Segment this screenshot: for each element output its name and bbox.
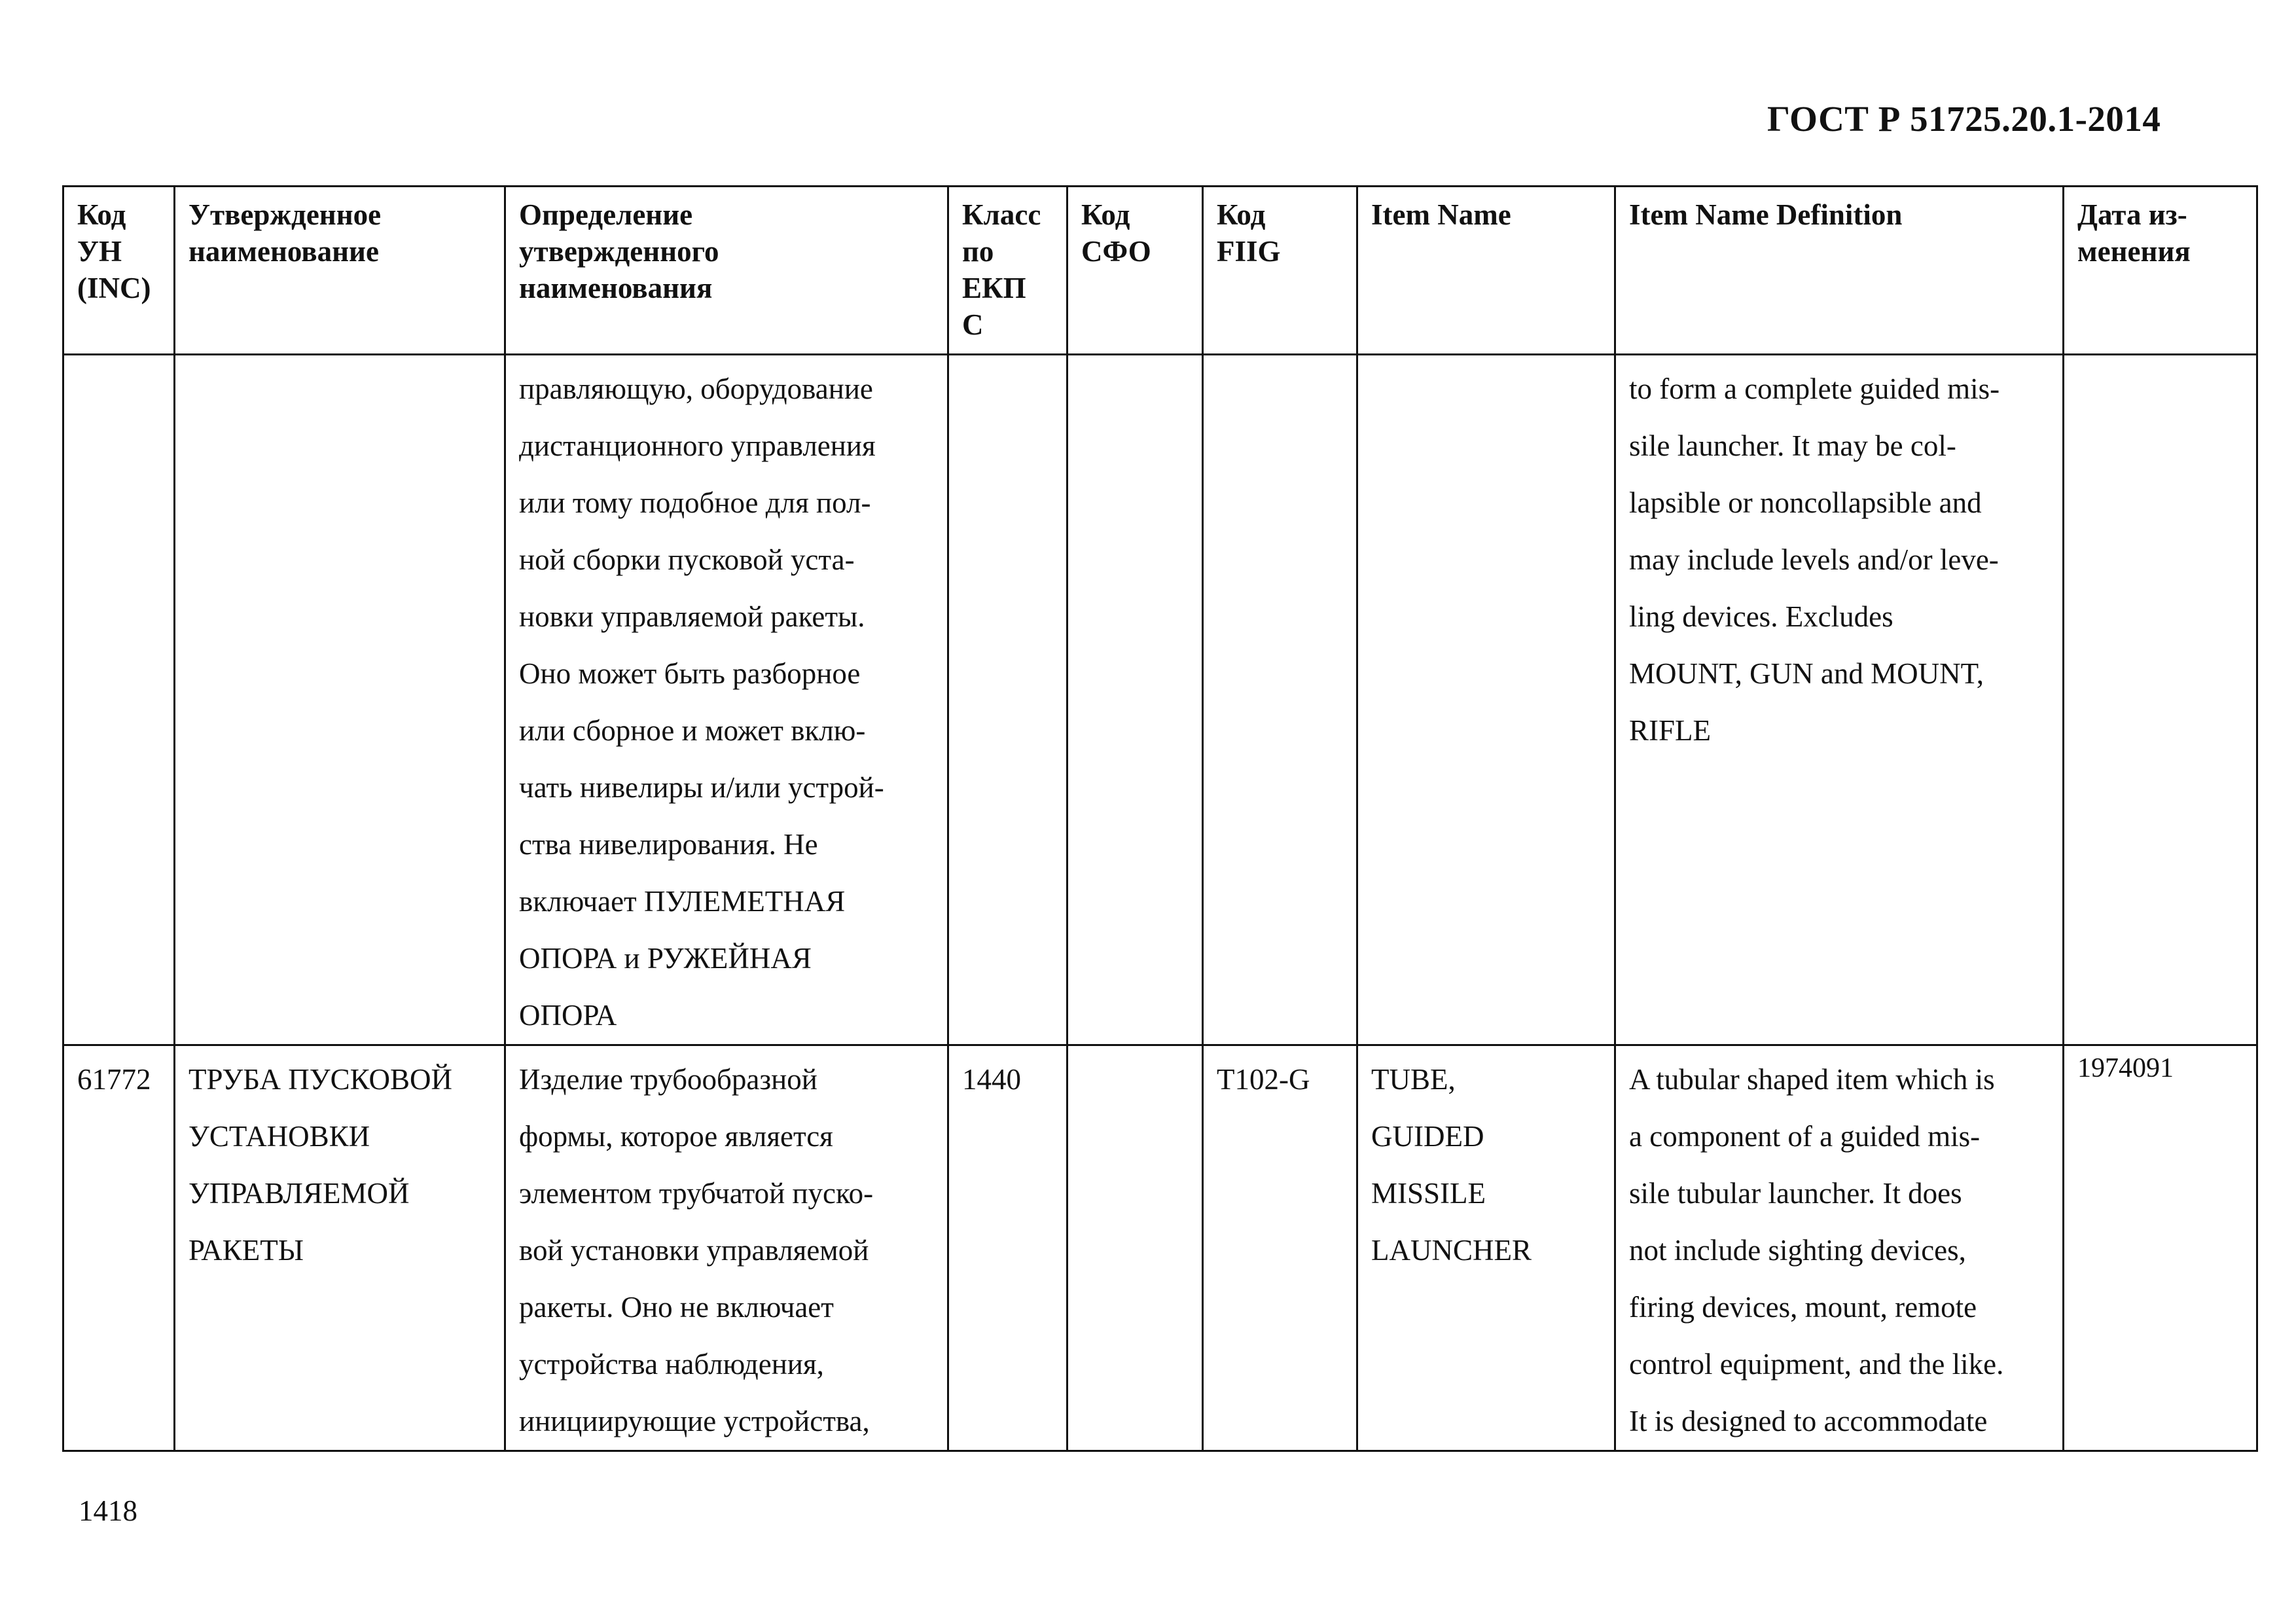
cell-item-name — [1357, 355, 1615, 1045]
cell-ekps-class — [948, 355, 1067, 1045]
cell-ekps-class: 1440 — [948, 1045, 1067, 1451]
header-sfo-code: Код СФО — [1067, 187, 1203, 355]
header-fiig-code: Код FIIG — [1203, 187, 1357, 355]
cell-definition: правляющую, оборудование дистанционного управления или тому подобное для пол- ной сборки пусковой уста- новки управляемой ракеты. Оно может быть разборное или сборное и может вклю- чать нивелиры и/или устрой- ства нивелирования. Не включает ПУЛЕМЕТНАЯ ОПОРА и РУЖЕЙНАЯ ОПОРА — [505, 355, 948, 1045]
cell-item-name-definition: A tubular shaped item which is a component of a guided mis- sile tubular launcher. It does not include sighting devices, firing devices, mount, remote control equipment, and the like. It is designed to accommodate — [1615, 1045, 2064, 1451]
cell-definition: Изделие трубообразной формы, которое является элементом трубчатой пуско- вой установки управляемой ракеты. Оно не включает устройства наблюдения, инициирующие устройства, — [505, 1045, 948, 1451]
cell-change-date — [2064, 355, 2257, 1045]
table-row — [63, 1045, 2257, 1451]
cell-fiig-code: T102-G — [1203, 1045, 1357, 1451]
cell-inc — [63, 355, 175, 1045]
cell-inc: 61772 — [63, 1045, 175, 1451]
cell-sfo-code — [1067, 355, 1203, 1045]
header-item-name: Item Name — [1357, 187, 1615, 355]
header-inc: Код УН (INC) — [63, 187, 175, 355]
catalog-table — [62, 185, 2258, 1452]
header-ekps-class: Класс по ЕКП С — [948, 187, 1067, 355]
cell-sfo-code — [1067, 1045, 1203, 1451]
header-definition: Определение утвержденного наименования — [505, 187, 948, 355]
cell-fiig-code — [1203, 355, 1357, 1045]
cell-approved-name — [175, 355, 505, 1045]
cell-change-date: 1974091 — [2064, 1045, 2257, 1451]
cell-item-name: TUBE, GUIDED MISSILE LAUNCHER — [1357, 1045, 1615, 1451]
cell-item-name-definition: to form a complete guided mis- sile launcher. It may be col- lapsible or noncollapsible and may include levels and/or leve- ling devices. Excludes MOUNT, GUN and MOUNT, RIFLE — [1615, 355, 2064, 1045]
standard-header: ГОСТ Р 51725.20.1-2014 — [1767, 99, 2161, 139]
page-number: 1418 — [79, 1494, 137, 1527]
table-header-row — [63, 187, 2257, 355]
header-approved-name: Утвержденное наименование — [175, 187, 505, 355]
table-row — [63, 355, 2257, 1045]
header-item-name-definition: Item Name Definition — [1615, 187, 2064, 355]
header-change-date: Дата из- менения — [2064, 187, 2257, 355]
cell-approved-name: ТРУБА ПУСКОВОЙ УСТАНОВКИ УПРАВЛЯЕМОЙ РАКЕТЫ — [175, 1045, 505, 1451]
